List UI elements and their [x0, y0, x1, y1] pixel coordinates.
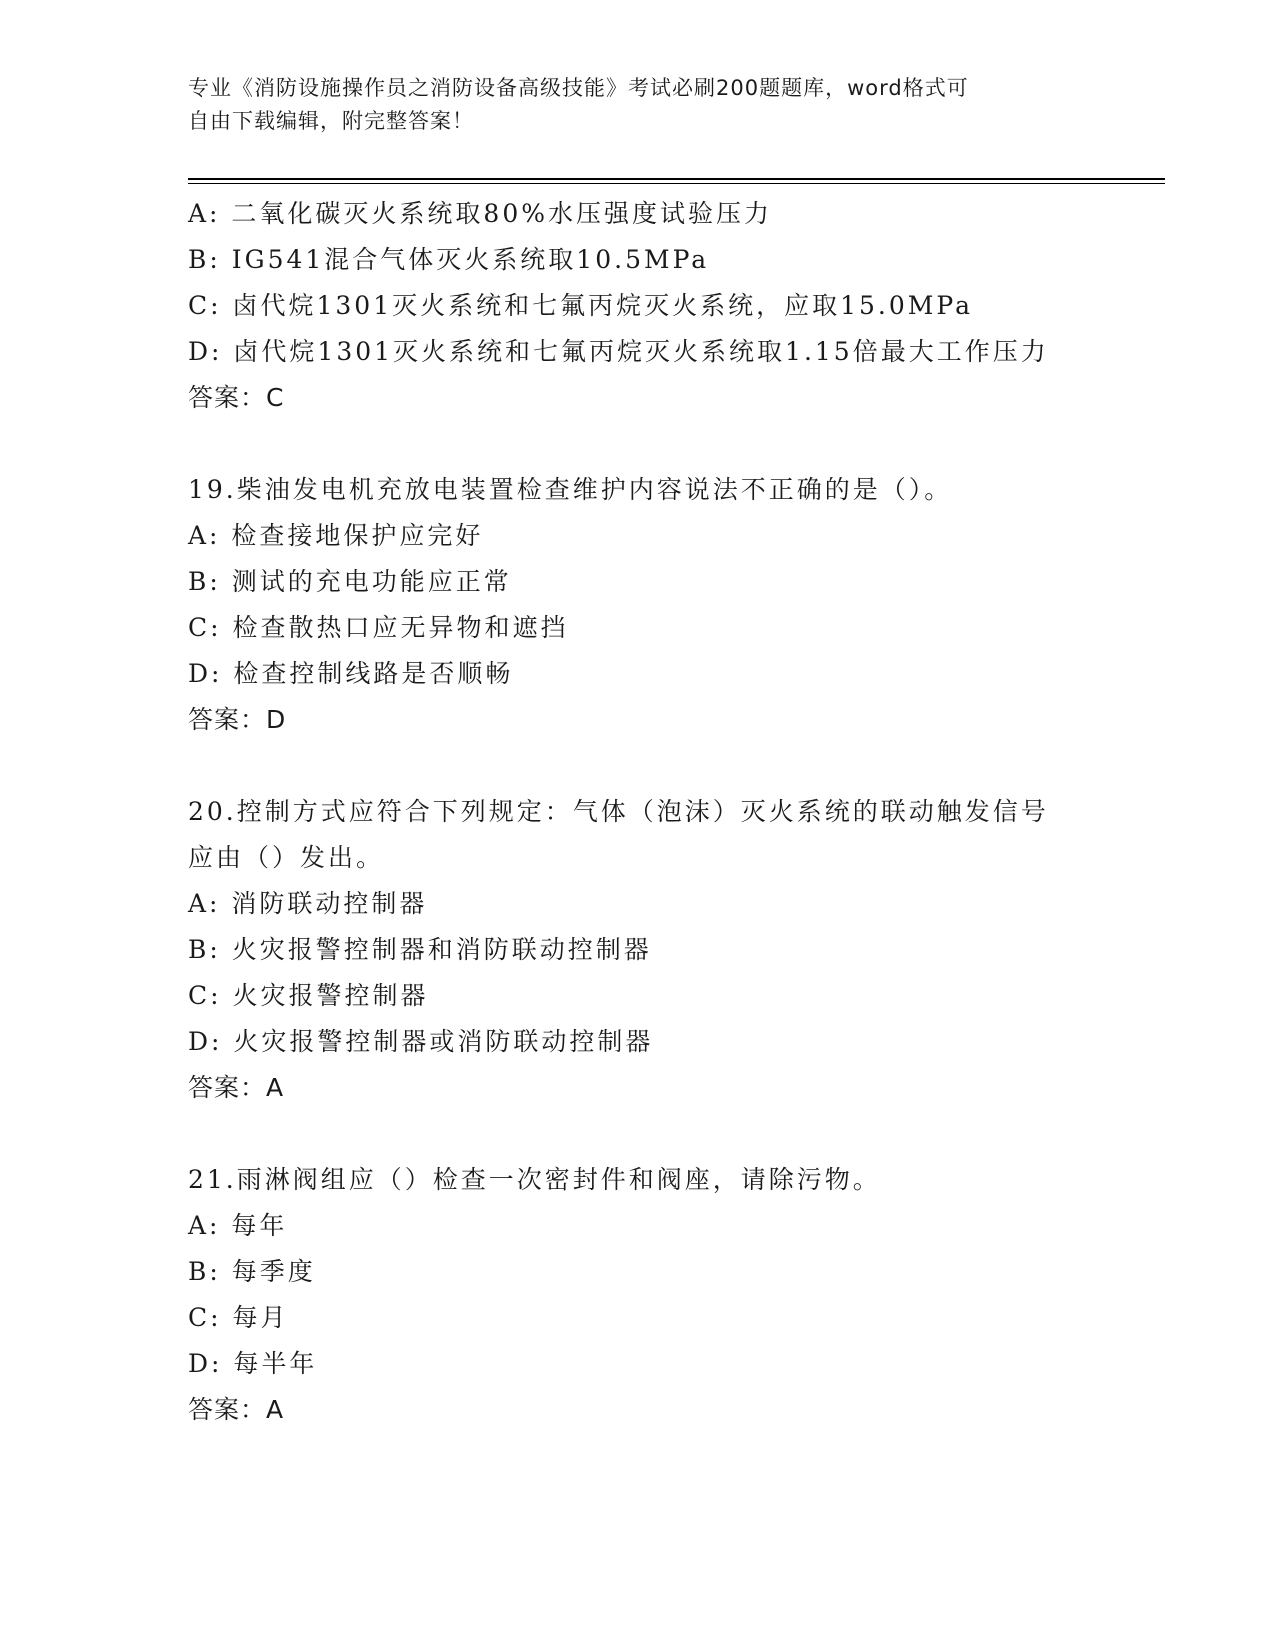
- option-b: B: 火灾报警控制器和消防联动控制器: [188, 935, 652, 964]
- header-line-1: 专业《消防设施操作员之消防设备高级技能》考试必刷200题题库，word格式可: [188, 76, 969, 100]
- question-stem-line-1: 20.控制方式应符合下列规定：气体（泡沫）灭火系统的联动触发信号: [188, 797, 1049, 826]
- option-d: D: 卤代烷1301灭火系统和七氟丙烷灭火系统取1.15倍最大工作压力: [188, 337, 1049, 366]
- document-header: [188, 72, 1088, 138]
- header-divider-thin: [188, 183, 1165, 184]
- header-divider-thick: [188, 178, 1165, 180]
- question-stem: 21.雨淋阀组应（）检查一次密封件和阀座，请除污物。: [188, 1165, 881, 1194]
- header-line-2: 自由下载编辑，附完整答案！: [188, 109, 474, 133]
- question-19: [188, 467, 1148, 743]
- option-c: C: 卤代烷1301灭火系统和七氟丙烷灭火系统，应取15.0MPa: [188, 291, 973, 320]
- answer-line: 答案：D: [188, 705, 287, 734]
- option-b: B: 测试的充电功能应正常: [188, 567, 512, 596]
- option-d: D: 火灾报警控制器或消防联动控制器: [188, 1027, 654, 1056]
- spacer: [188, 1111, 1148, 1157]
- answer-line: 答案：A: [188, 1073, 285, 1102]
- question-stem: 19.柴油发电机充放电装置检查维护内容说法不正确的是（）。: [188, 475, 953, 504]
- spacer: [188, 421, 1148, 467]
- option-a: A: 检查接地保护应完好: [188, 521, 484, 550]
- answer-line: 答案：A: [188, 1395, 285, 1424]
- option-d: D: 每半年: [188, 1349, 318, 1378]
- question-18: [188, 191, 1148, 421]
- question-21: [188, 1157, 1148, 1433]
- option-d: D: 检查控制线路是否顺畅: [188, 659, 514, 688]
- option-a: A: 每年: [188, 1211, 288, 1240]
- option-c: C: 检查散热口应无异物和遮挡: [188, 613, 569, 642]
- option-a: A: 二氧化碳灭火系统取80%水压强度试验压力: [188, 199, 772, 228]
- option-c: C: 每月: [188, 1303, 289, 1332]
- question-20: [188, 789, 1148, 1111]
- option-a: A: 消防联动控制器: [188, 889, 428, 918]
- answer-line: 答案：C: [188, 383, 285, 412]
- spacer: [188, 743, 1148, 789]
- option-c: C: 火灾报警控制器: [188, 981, 429, 1010]
- option-b: B: IG541混合气体灭火系统取10.5MPa: [188, 245, 710, 274]
- question-stem-line-2: 应由（）发出。: [188, 843, 385, 872]
- option-b: B: 每季度: [188, 1257, 316, 1286]
- question-list: [188, 191, 1148, 1433]
